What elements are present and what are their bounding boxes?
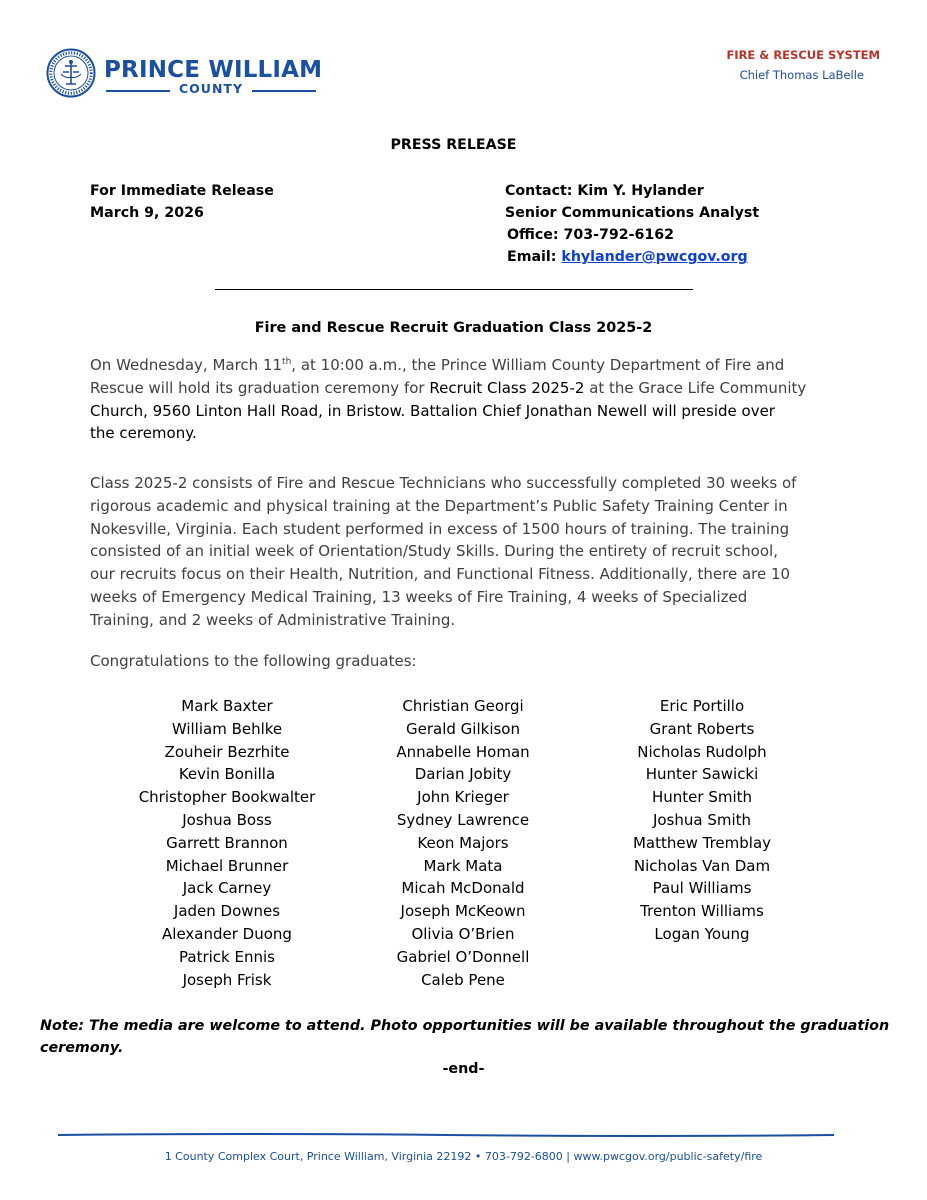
county-seal-icon — [46, 48, 96, 98]
paragraph-line — [90, 377, 850, 400]
graduate-name: Annabelle Homan — [396, 742, 530, 761]
contact-name: Contact: Kim Y. Hylander — [505, 183, 704, 199]
headline: Fire and Rescue Recruit Graduation Class 2025-2 — [254, 320, 653, 336]
paragraph-line: the ceremony. — [90, 424, 197, 443]
graduate-name: Grant Roberts — [649, 719, 755, 738]
graduate-name: Garrett Brannon — [166, 833, 288, 852]
paragraph-line: rigorous academic and physical training at the Department’s Public Safety Training Center in — [90, 496, 788, 515]
paragraph-event — [90, 354, 850, 445]
graduates-column-2 — [353, 695, 573, 991]
graduate-name: Kevin Bonilla — [178, 765, 276, 784]
paragraph-training — [90, 472, 850, 632]
graduate-name: Gabriel O’Donnell — [396, 947, 530, 966]
county-wordmark — [104, 83, 318, 97]
graduate-name: Joshua Smith — [652, 810, 752, 829]
graduate-name: Eric Portillo — [659, 697, 745, 715]
congratulations-line: Congratulations to the following graduates: — [90, 652, 417, 670]
graduate-name: Joseph Frisk — [182, 970, 272, 989]
graduate-name: Sydney Lawrence — [396, 810, 530, 829]
graduate-name: Logan Young — [654, 924, 750, 943]
graduate-name: Michael Brunner — [165, 856, 289, 875]
footer-rule — [58, 1132, 834, 1138]
paragraph-line: weeks of Emergency Medical Training, 13 weeks of Fire Training, 4 weeks of Specialized — [90, 587, 748, 606]
graduates-column-3 — [592, 695, 812, 946]
release-date: March 9, 2026 — [90, 205, 204, 221]
end-marker: -end- — [442, 1061, 485, 1077]
paragraph-line — [90, 354, 850, 377]
graduate-name: Matthew Tremblay — [632, 833, 772, 852]
contact-title: Senior Communications Analyst — [505, 205, 760, 221]
graduate-name: Alexander Duong — [162, 924, 292, 943]
email-link[interactable]: khylander@pwcgov.org — [561, 249, 748, 265]
graduate-name: Paul Williams — [652, 879, 752, 898]
graduate-name: Joseph McKeown — [400, 902, 526, 921]
graduate-name: Trenton Williams — [640, 902, 764, 921]
graduate-name: Mark Baxter — [181, 697, 273, 715]
graduate-name: Nicholas Van Dam — [633, 856, 771, 875]
department-name: FIRE & RESCUE SYSTEM — [726, 48, 880, 62]
graduate-name: Hunter Sawicki — [645, 765, 759, 784]
media-note: Note: The media are welcome to attend. Photo opportunities will be available throughout the graduation ceremony. — [40, 1018, 890, 1056]
press-release-title: PRESS RELEASE — [390, 137, 517, 153]
release-info — [90, 180, 274, 224]
text-segment: , at 10:00 a.m., the Prince William County Department of Fire and — [291, 356, 785, 374]
graduate-name: Zouheir Bezrhite — [164, 742, 290, 761]
graduate-name: Nicholas Rudolph — [637, 742, 767, 761]
wordmark-rule-right — [252, 90, 316, 92]
section-divider — [215, 289, 693, 290]
class-name: Recruit Class 2025-2 — [429, 378, 585, 397]
chief-name: Chief Thomas LaBelle — [739, 68, 864, 82]
graduate-name: William Behlke — [171, 719, 283, 738]
paragraph-line: consisted of an initial week of Orientation/Study Skills. During the entirety of recruit school, — [90, 542, 778, 561]
county-label: COUNTY — [179, 81, 243, 96]
graduate-name: Darian Jobity — [414, 765, 512, 784]
graduate-name: Joshua Boss — [182, 810, 272, 829]
graduate-name: Patrick Ennis — [179, 947, 275, 966]
graduate-name: Keon Majors — [417, 833, 509, 852]
contact-info — [505, 180, 759, 268]
graduate-name: Jack Carney — [182, 879, 272, 898]
paragraph-line: Class 2025-2 consists of Fire and Rescue Technicians who successfully completed 30 weeks of — [90, 474, 797, 492]
paragraph-line: Training, and 2 weeks of Administrative Training. — [90, 610, 456, 629]
paragraph-line: Church, 9560 Linton Hall Road, in Bristow. Battalion Chief Jonathan Newell will preside over — [90, 401, 775, 420]
footer-address: 1 County Complex Court, Prince William, Virginia 22192 • 703-792-6800 | www.pwcgov.org/public-safety/fire — [164, 1150, 763, 1163]
paragraph-line: our recruits focus on their Health, Nutrition, and Functional Fitness. Additionally, there are 10 — [90, 565, 791, 584]
graduate-name: Olivia O’Brien — [411, 924, 515, 943]
contact-office: Office: 703-792-6162 — [507, 227, 675, 243]
graduate-name: Mark Mata — [423, 856, 503, 875]
release-type: For Immediate Release — [90, 183, 274, 199]
graduate-name: Caleb Pene — [421, 970, 505, 989]
graduates-column-1 — [117, 695, 337, 991]
graduate-name: John Krieger — [417, 788, 509, 807]
graduate-name: Jaden Downes — [173, 902, 281, 921]
ordinal-suffix: th — [282, 357, 292, 367]
text-segment: Rescue will hold its graduation ceremony for — [90, 378, 430, 397]
organization-name: PRINCE WILLIAM — [104, 57, 323, 83]
text-segment: at the Grace Life Community — [584, 378, 807, 397]
text-segment: On Wednesday, March 11 — [90, 356, 283, 374]
email-label: Email: — [507, 249, 562, 265]
graduate-name: Gerald Gilkison — [406, 719, 520, 738]
graduate-name: Christopher Bookwalter — [138, 788, 316, 807]
graduate-name: Micah McDonald — [401, 879, 525, 898]
contact-email-row — [505, 246, 759, 268]
graduate-name: Christian Georgi — [402, 697, 524, 715]
paragraph-line: Nokesville, Virginia. Each student performed in excess of 1500 hours of training. The training — [90, 519, 790, 538]
graduate-name: Hunter Smith — [651, 788, 753, 807]
